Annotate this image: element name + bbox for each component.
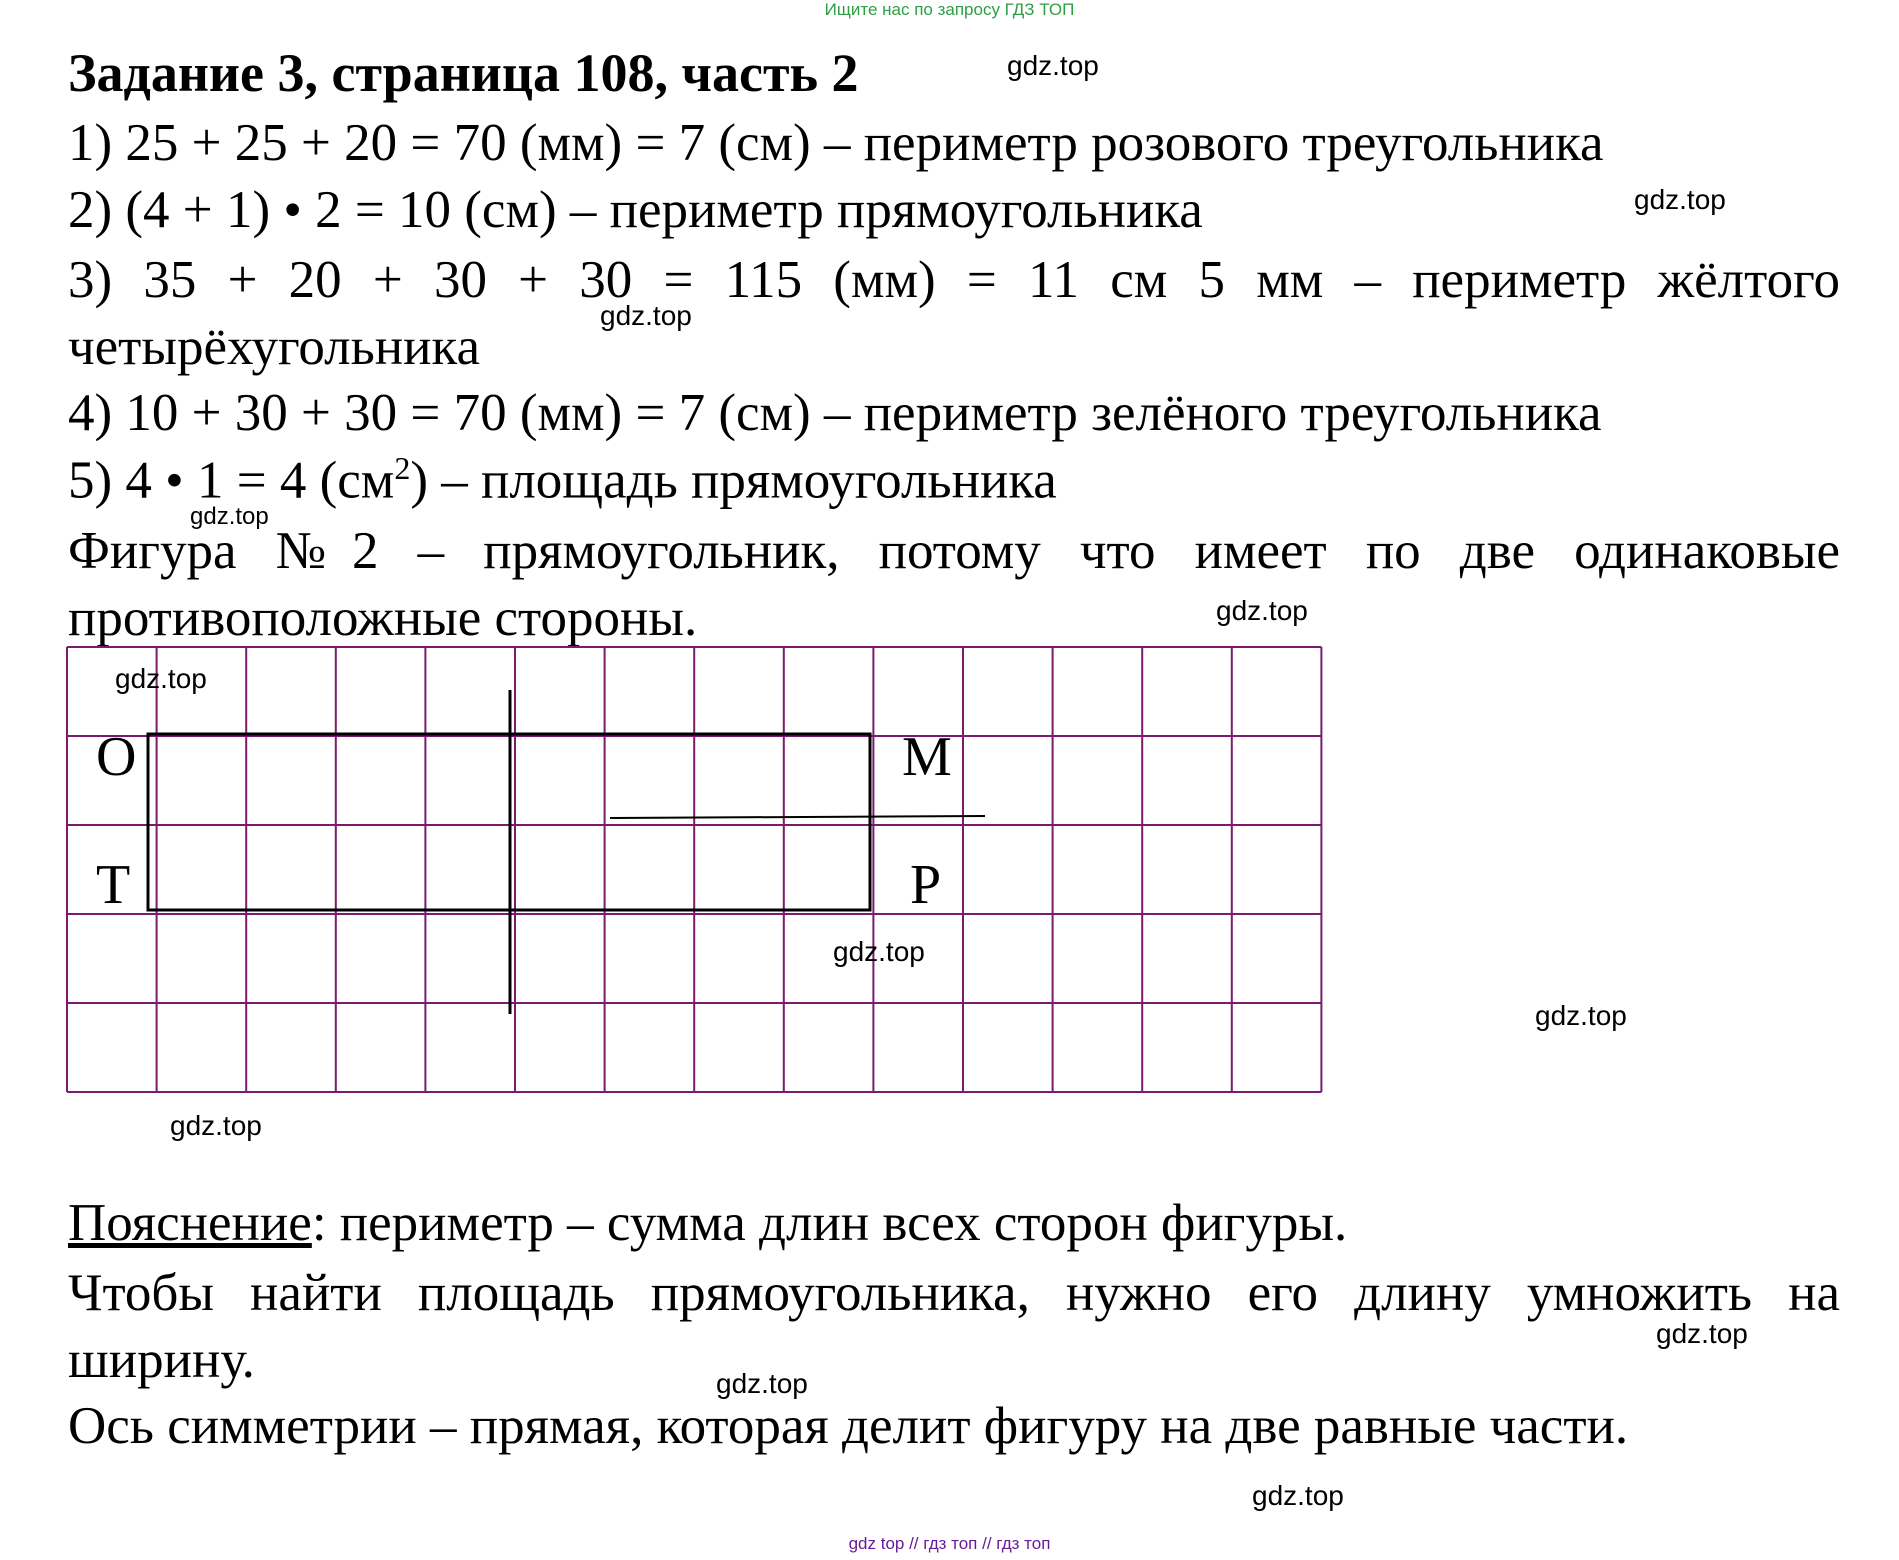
footer-links[interactable]: gdz top // гдз топ // гдз топ: [848, 1534, 1051, 1553]
watermark: gdz.top: [170, 1110, 262, 1141]
watermark: gdz.top: [1007, 50, 1099, 81]
line-5-text: 5) 4 • 1 = 4 (см: [68, 451, 395, 510]
top-banner[interactable]: Ищите нас по запросу ГДЗ ТОП: [824, 0, 1075, 19]
figure-conclusion-a: Фигура №2 – прямоугольник, потому что имеет по две одинаковые: [68, 522, 1840, 580]
page-title: Задание 3, страница 108, часть 2: [68, 43, 859, 103]
solution-line-4: 4) 10 + 30 + 30 = 70 (мм) = 7 (см) – периметр зелёного треугольника: [68, 384, 1602, 442]
explanation-line-1: [68, 1193, 1347, 1253]
solution-line-2: 2) (4 + 1) • 2 = 10 (см) – периметр прямоугольника: [68, 181, 1203, 239]
grid-lines: [67, 647, 1321, 1092]
watermark: gdz.top: [716, 1368, 808, 1399]
watermark: gdz.top: [833, 936, 925, 967]
explanation-line-2: [68, 1260, 1840, 1394]
line-5-rest: ) – площадь прямоугольника: [410, 451, 1057, 510]
solution-line-3a: 3) 35 + 20 + 30 + 30 = 115 (мм) = 11 см 5 мм – периметр жёлтого: [68, 251, 1840, 309]
explanation-line-2b: ширину.: [68, 1331, 255, 1389]
watermark: gdz.top: [1634, 184, 1726, 215]
figure-conclusion-b: противоположные стороны.: [68, 589, 698, 647]
explanation-line-2a: Чтобы найти площадь прямоугольника, нужно его длину умножить на: [68, 1264, 1840, 1322]
watermark: gdz.top: [600, 300, 692, 331]
watermark: gdz.top: [1252, 1480, 1344, 1511]
explanation-line-3: Ось симметрии – прямая, которая делит фигуру на две равные части.: [68, 1397, 1629, 1455]
solution-line-3b: четырёхугольника: [68, 318, 480, 376]
explanation-term: Пояснение: [68, 1194, 312, 1252]
watermark: gdz.top: [1216, 595, 1308, 626]
watermark: gdz.top: [1535, 1000, 1627, 1031]
solution-line-1: 1) 25 + 25 + 20 = 70 (мм) = 7 (см) – периметр розового треугольника: [68, 114, 1604, 172]
explanation-definition: : периметр – сумма длин всех сторон фигуры.: [311, 1194, 1348, 1252]
vertex-label-p: P: [910, 854, 942, 916]
vertex-label-m: M: [902, 726, 952, 788]
line-5-sup: 2: [394, 450, 411, 486]
vertex-label-t: T: [96, 854, 131, 916]
vertex-label-o: O: [96, 726, 137, 788]
watermark: gdz.top: [1656, 1318, 1748, 1349]
watermark: gdz.top: [115, 663, 207, 694]
stray-line: [610, 816, 985, 818]
watermark: gdz.top: [190, 503, 269, 530]
